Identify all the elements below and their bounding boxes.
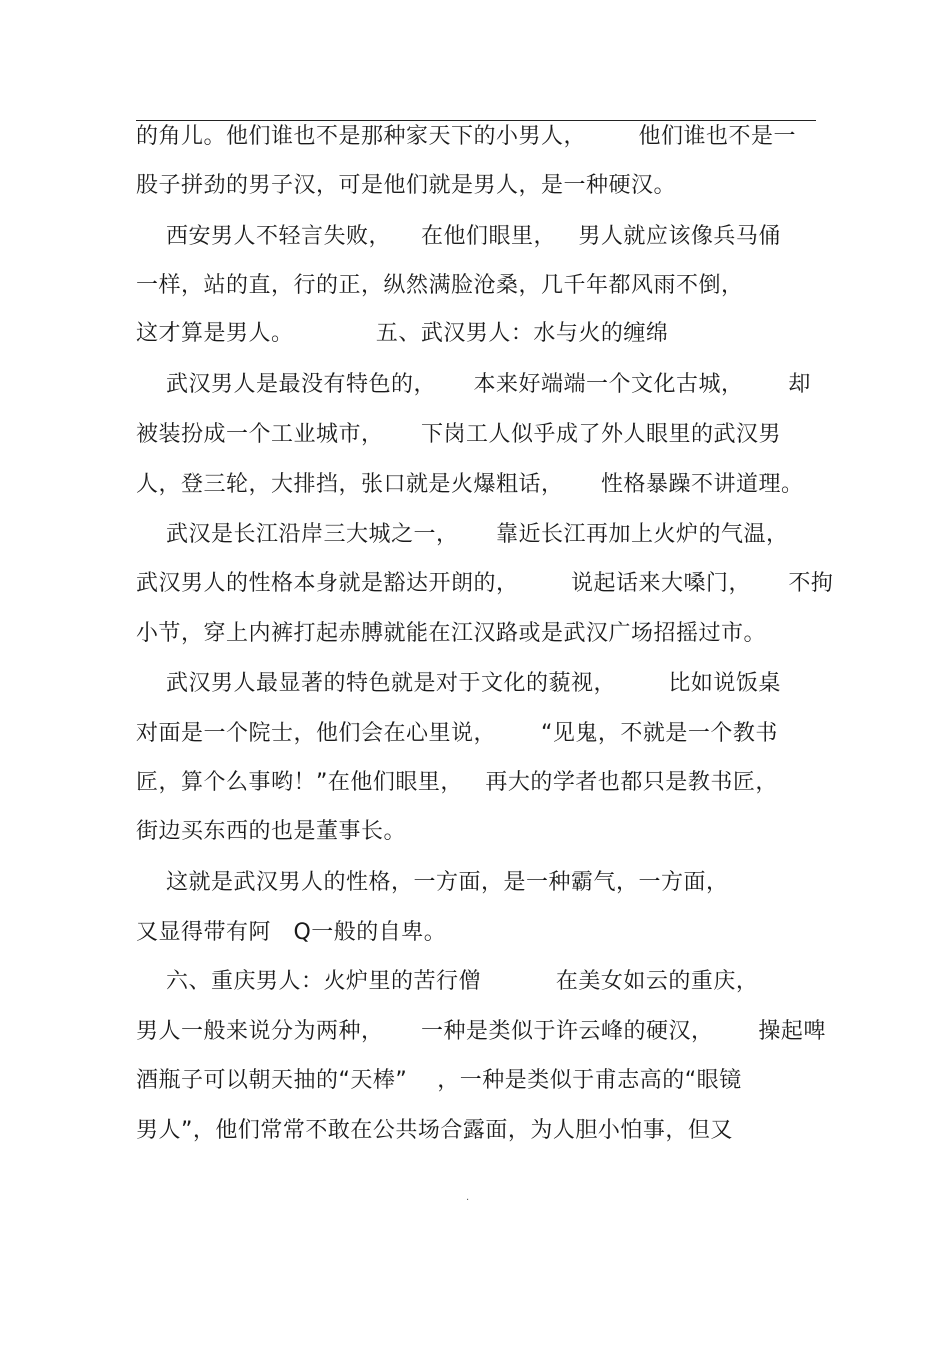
text-line: 男人一般来说分为两种， 一种是类似于许云峰的硬汉， 操起啤 (136, 1019, 826, 1044)
text-line: 武汉男人是最没有特色的， 本来好端端一个文化古城， 却 (136, 372, 811, 397)
text-line: 被装扮成一个工业城市， 下岗工人似乎成了外人眼里的武汉男 (136, 422, 781, 447)
text-line: 小节，穿上内裤打起赤膊就能在江汉路或是武汉广场招摇过市。 (136, 621, 767, 646)
text-line: 人，登三轮，大排挡，张口就是火爆粗话， 性格暴躁不讲道理。 (136, 472, 804, 497)
text-line: 这就是武汉男人的性格，一方面，是一种霸气，一方面， (136, 870, 729, 895)
text-line: 股子拼劲的男子汉，可是他们就是男人，是一种硬汉。 (136, 173, 677, 198)
text-line: 对面是一个院士，他们会在心里说， “见鬼，不就是一个教书 (136, 721, 778, 746)
header-rule (136, 120, 816, 121)
text-line: 一样，站的直，行的正，纵然满脸沧桑，几千年都风雨不倒， (136, 273, 744, 298)
text-line: 又显得带有阿 Q一般的自卑。 (136, 920, 447, 945)
text-line: 酒瓶子可以朝天抽的“天棒” ，一种是类似于甫志高的“眼镜 (136, 1068, 742, 1093)
text-line: 武汉男人最显著的特色就是对于文化的藐视， 比如说饭桌 (136, 671, 781, 696)
text-line: 这才算是男人。 五、武汉男人：水与火的缠绵 (136, 321, 669, 346)
page-marker: . (466, 1192, 470, 1203)
text-line: 武汉男人的性格本身就是豁达开朗的， 说起话来大嗓门， 不拘 (136, 571, 834, 596)
text-line: 男人”，他们常常不敢在公共场合露面，为人胆小怕事，但又 (136, 1118, 733, 1143)
text-line: 匠，算个么事哟！”在他们眼里， 再大的学者也都只是教书匠， (136, 770, 778, 795)
text-line: 西安男人不轻言失败， 在他们眼里， 男人就应该像兵马俑 (136, 224, 781, 249)
text-line: 武汉是长江沿岸三大城之一， 靠近长江再加上火炉的气温， (136, 522, 789, 547)
text-line: 六、重庆男人：火炉里的苦行僧 在美女如云的重庆， (136, 969, 759, 994)
text-line: 街边买东西的也是董事长。 (136, 819, 407, 844)
text-line: 的角儿。他们谁也不是那种家天下的小男人， 他们谁也不是一 (136, 124, 796, 149)
